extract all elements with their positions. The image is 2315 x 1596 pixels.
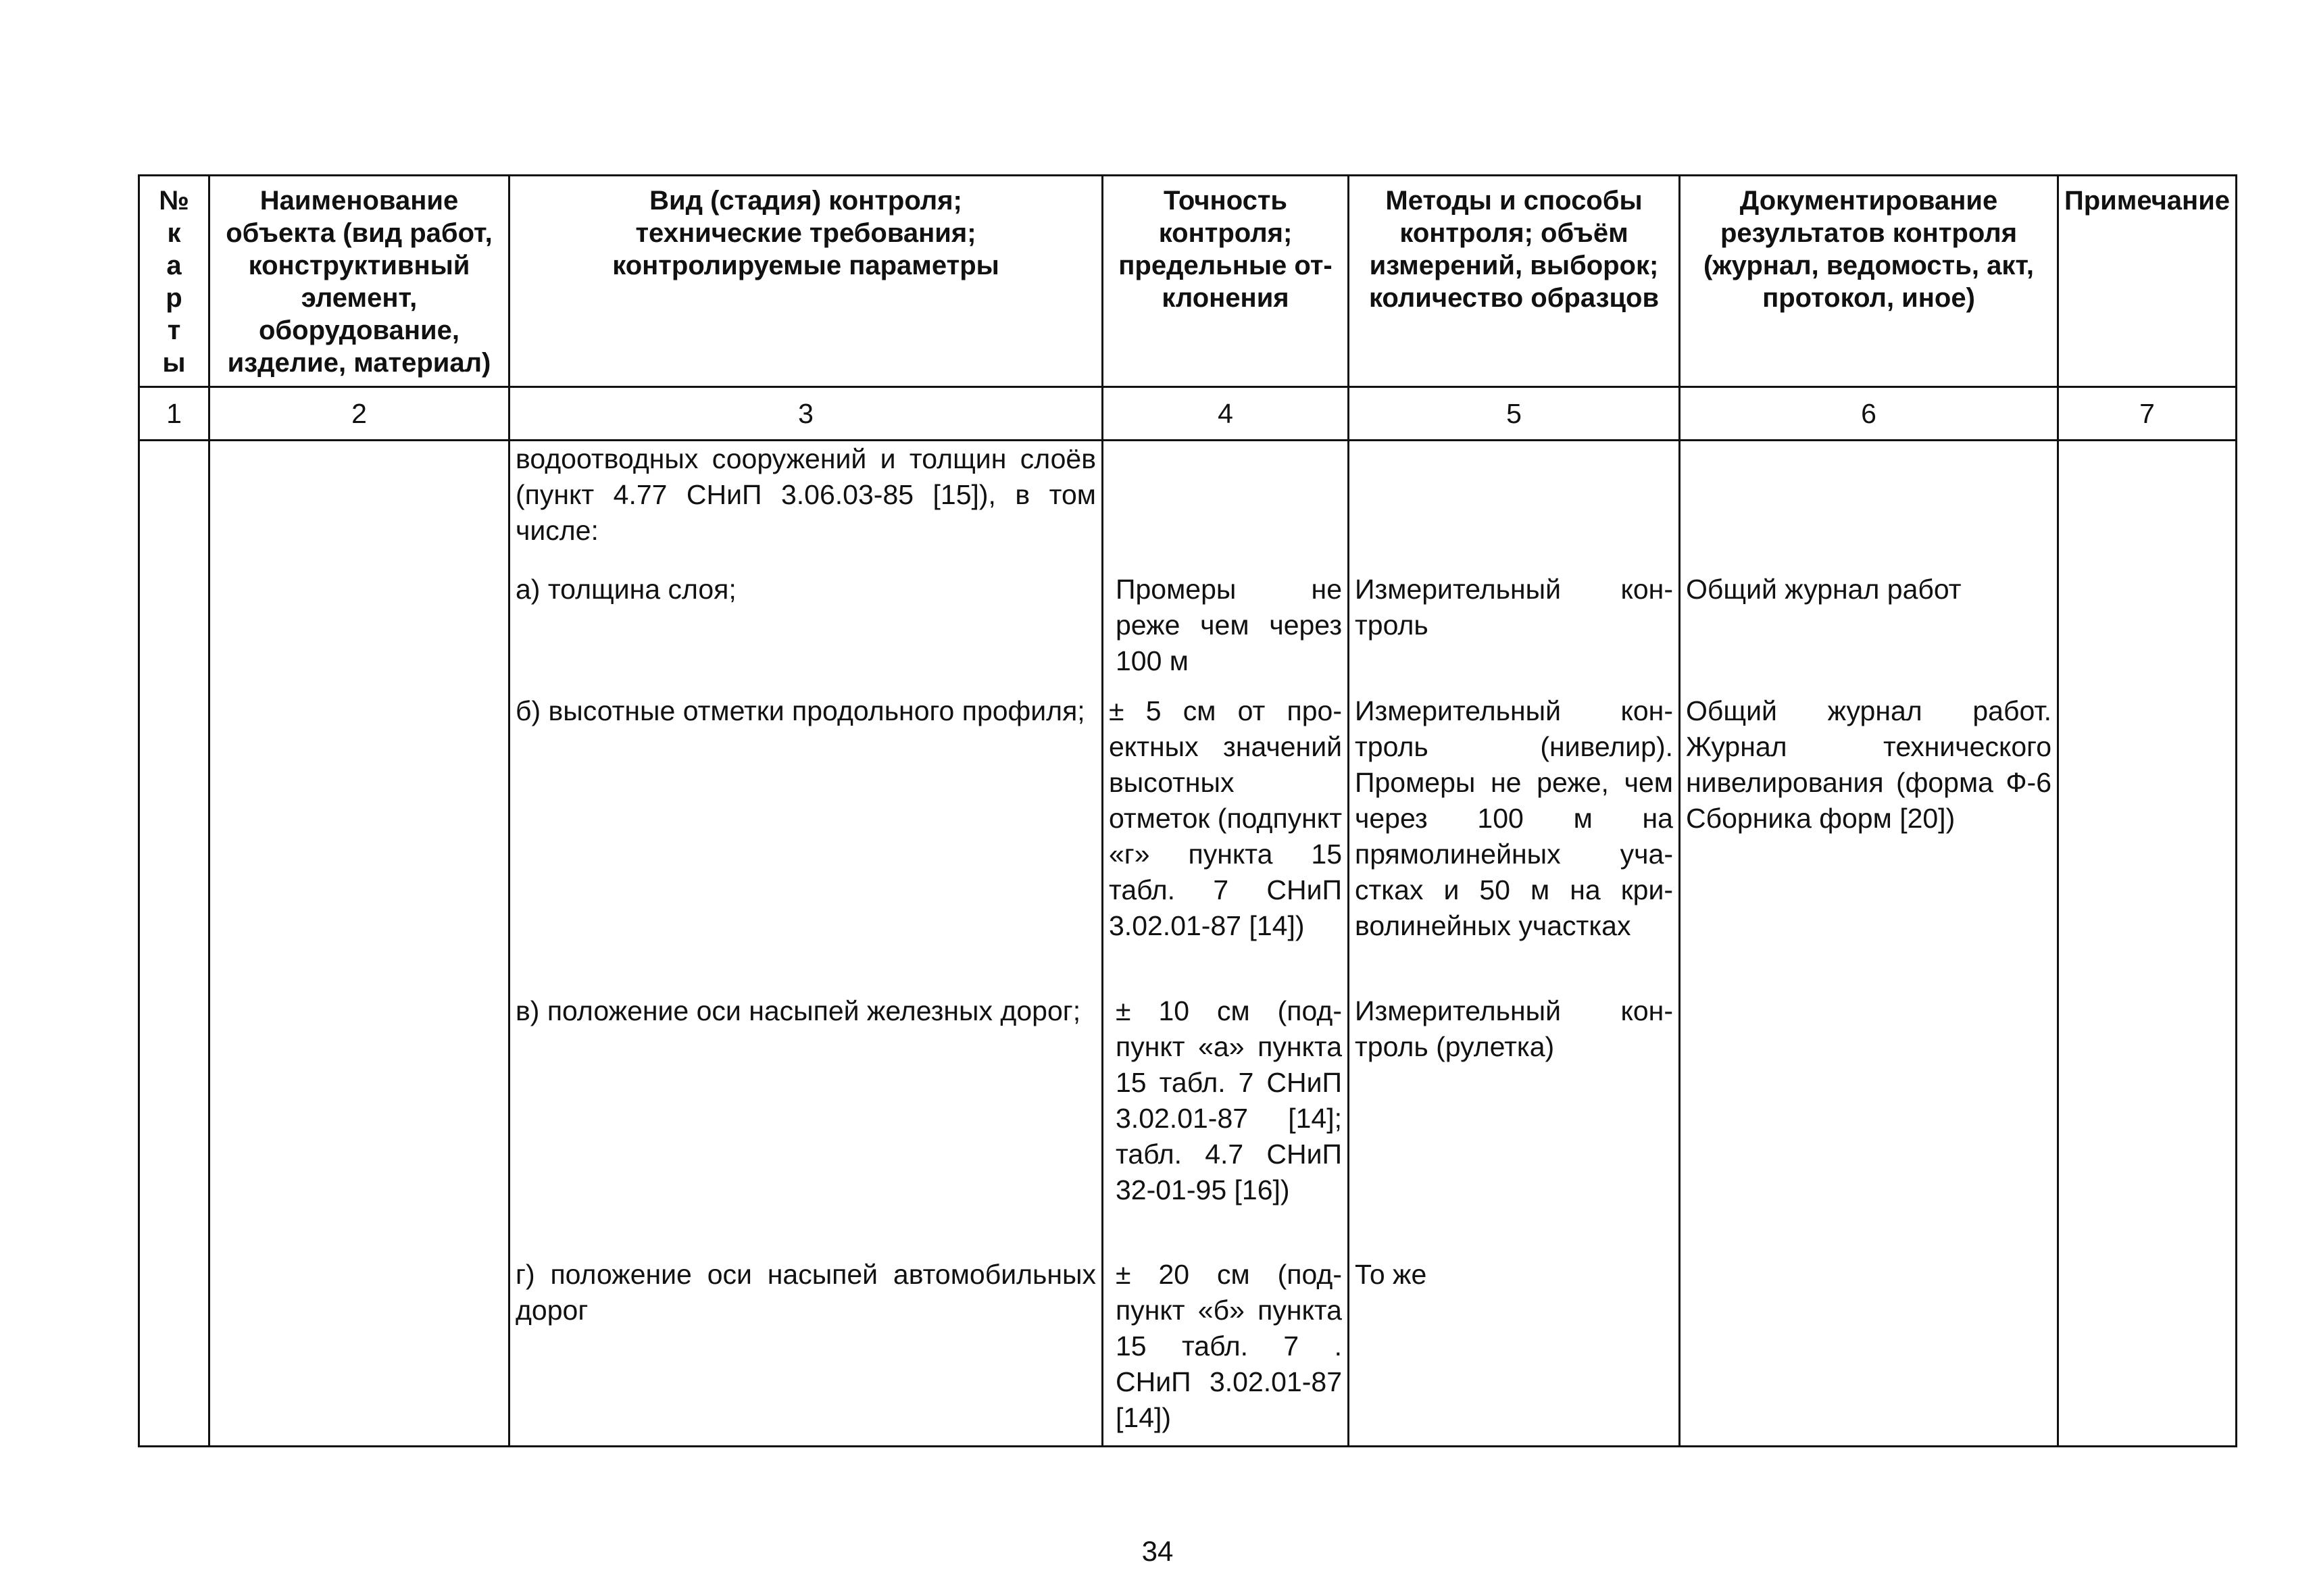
control-type-cell: водоотводных сооружений и толщин слоёв (пункт 4.77 СНиП 3.06.03-85 [15]), в том числе: <box>509 441 1103 562</box>
methods-cell: Измерительный контроль (нивелир). Промеры не реже, чем через 100 м на прямолинейных участках и 50 м на криволинейных участках <box>1349 684 1680 984</box>
card-number-cell <box>139 1247 209 1447</box>
note-cell <box>2058 562 2237 684</box>
documentation-cell <box>1680 441 2058 562</box>
documentation-cell: Общий журнал работ. Журнал технического нивелирования (форма Ф-6 Сборника форм [20]) <box>1680 684 2058 984</box>
header-card-number <box>139 176 209 387</box>
methods-cell: Измерительный контроль <box>1349 562 1680 684</box>
header-card-number-line: ы <box>162 348 186 378</box>
table-row <box>139 984 2237 1247</box>
methods-cell: То же <box>1349 1247 1680 1447</box>
header-note: Примечание <box>2058 176 2237 387</box>
header-card-number-line: р <box>166 283 182 313</box>
accuracy-cell: ± 20 см (подпункт «б» пункта 15 табл. 7 . СНиП 3.02.01-87 [14]) <box>1103 1247 1349 1447</box>
table-row <box>139 684 2237 984</box>
card-number-cell <box>139 441 209 562</box>
methods-cell: Измерительный контроль (рулетка) <box>1349 984 1680 1247</box>
table-row <box>139 1247 2237 1447</box>
accuracy-cell <box>1103 441 1349 562</box>
note-cell <box>2058 684 2237 984</box>
column-number: 3 <box>509 387 1103 441</box>
header-control-methods: Методы и способы контроля; объём измерений, выборок; количество образцов <box>1349 176 1680 387</box>
documentation-cell <box>1680 984 2058 1247</box>
documentation-cell: Общий журнал работ <box>1680 562 2058 684</box>
card-number-cell <box>139 984 209 1247</box>
header-control-type: Вид (стадия) контроля; технические требования; контролируемые параметры <box>509 176 1103 387</box>
column-number: 1 <box>139 387 209 441</box>
header-object-name: Наименование объекта (вид работ, конструктивный элемент, оборудование, изделие, материал) <box>209 176 509 387</box>
header-card-number-line: к <box>167 218 181 248</box>
column-number: 2 <box>209 387 509 441</box>
control-type-cell: в) положение оси насыпей железных дорог; <box>509 984 1103 1247</box>
header-card-number-line: а <box>166 251 182 280</box>
header-card-number-line: т <box>167 316 181 345</box>
object-name-cell <box>209 441 509 562</box>
control-requirements-table <box>138 174 2237 1447</box>
note-cell <box>2058 984 2237 1247</box>
accuracy-cell: Промеры не реже чем через 100 м <box>1103 562 1349 684</box>
object-name-cell <box>209 1247 509 1447</box>
note-cell <box>2058 441 2237 562</box>
header-documentation: Документирование результатов контроля (журнал, ведомость, акт, протокол, иное) <box>1680 176 2058 387</box>
table-header-row <box>139 176 2237 387</box>
object-name-cell <box>209 562 509 684</box>
card-number-cell <box>139 562 209 684</box>
accuracy-cell: ± 5 см от проектных значений высотных отметок (подпункт «г» пункта 15 табл. 7 СНиП 3.02.01-87 [14]) <box>1103 684 1349 984</box>
object-name-cell <box>209 684 509 984</box>
table-row <box>139 441 2237 562</box>
column-number: 5 <box>1349 387 1680 441</box>
control-type-cell: а) толщина слоя; <box>509 562 1103 684</box>
note-cell <box>2058 1247 2237 1447</box>
documentation-cell <box>1680 1247 2058 1447</box>
header-card-number-line: № <box>159 186 189 216</box>
header-control-accuracy: Точность контроля; предельные отклонения <box>1103 176 1349 387</box>
methods-cell <box>1349 441 1680 562</box>
column-number-row <box>139 387 2237 441</box>
object-name-cell <box>209 984 509 1247</box>
column-number: 4 <box>1103 387 1349 441</box>
table-row <box>139 562 2237 684</box>
card-number-cell <box>139 684 209 984</box>
column-number: 7 <box>2058 387 2237 441</box>
control-type-cell: г) положение оси насыпей автомобильных дорог <box>509 1247 1103 1447</box>
accuracy-cell: ± 10 см (подпункт «а» пункта 15 табл. 7 СНиП 3.02.01-87 [14]; табл. 4.7 СНиП 32-01-95 [16]) <box>1103 984 1349 1247</box>
page-number: 34 <box>1141 1535 1174 1567</box>
column-number: 6 <box>1680 387 2058 441</box>
control-type-cell: б) высотные отметки продольного профиля; <box>509 684 1103 984</box>
